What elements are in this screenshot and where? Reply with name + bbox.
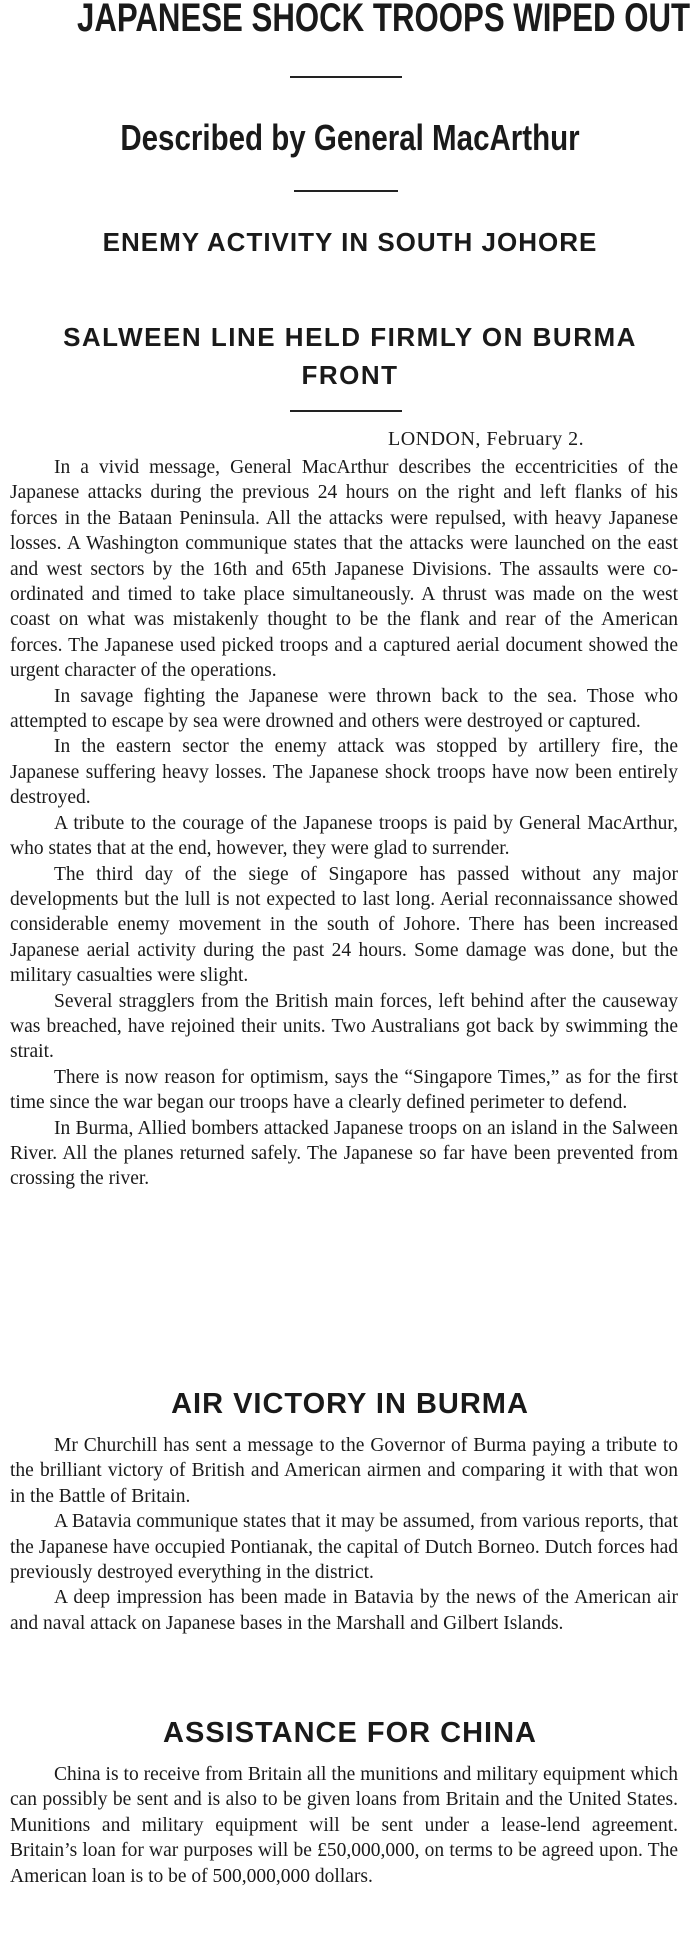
article-paragraph: In Burma, Allied bombers attacked Japanese troops on an island in the Salween River. All the planes returned safely. The Japanese so far have been prevented from crossing the river.	[10, 1117, 678, 1190]
main-headline: JAPANESE SHOCK TROOPS WIPED OUT	[77, 0, 691, 40]
headline-rule	[290, 410, 402, 412]
article-paragraph: A deep impression has been made in Batavia by the news of the American air and naval attack on Japanese bases in the Marshall and Gilbert Islands.	[10, 1587, 678, 1634]
headline-rule	[290, 76, 402, 78]
assistance-china-body	[10, 1762, 678, 1889]
section-heading-air-victory: AIR VICTORY IN BURMA	[171, 1388, 529, 1420]
subheadline-johore: ENEMY ACTIVITY IN SOUTH JOHORE	[102, 227, 598, 257]
article-paragraph: A tribute to the courage of the Japanese troops is paid by General MacArthur, who states that at the end, however, they were glad to surrender.	[10, 812, 678, 860]
subheadline-salween: SALWEEN LINE HELD FIRMLY ON BURMA FRONT	[63, 322, 637, 390]
article-paragraph: In savage fighting the Japanese were thrown back to the sea. Those who attempted to escape by sea were drowned and others were destroyed or captured.	[10, 685, 678, 733]
article-body	[10, 455, 678, 1192]
headline-rule	[294, 190, 398, 192]
article-paragraph: China is to receive from Britain all the munitions and military equipment which can possibly be sent and is also to be given loans from Britain and the United States. Munitions and military equipment will be sent under a lease-lend agreement. Britain’s loan for war purposes will be £50,000,000, on terms to be agreed upon. The American loan is to be of 500,000,000 dollars.	[10, 1764, 678, 1887]
air-victory-body	[10, 1433, 678, 1636]
article-paragraph: Mr Churchill has sent a message to the Governor of Burma paying a tribute to the brilliant victory of British and American airmen and comparing it with that won in the Battle of Britain.	[10, 1435, 678, 1507]
article-paragraph: Several stragglers from the British main forces, left behind after the causeway was breached, have rejoined their units. Two Australians got back by swimming the strait.	[10, 990, 678, 1063]
article-paragraph: The third day of the siege of Singapore has passed without any major developments but the lull is not expected to last long. Aerial reconnaissance showed considerable enemy movement in the south of Johore. There has been increased Japanese aerial activity during the past 24 hours. Some damage was done, but the military casualties were slight.	[10, 863, 678, 987]
subheadline-macarthur: Described by General MacArthur	[120, 117, 580, 158]
article-paragraph: In the eastern sector the enemy attack was stopped by artillery fire, the Japanese suffering heavy losses. The Japanese shock troops have now been entirely destroyed.	[10, 736, 678, 809]
article-paragraph: A Batavia communique states that it may be assumed, from various reports, that the Japanese have occupied Pontianak, the capital of Dutch Borneo. Dutch forces had previously destroyed everything in the district.	[10, 1511, 678, 1584]
section-heading-assistance-china: ASSISTANCE FOR CHINA	[163, 1717, 537, 1749]
article-paragraph: There is now reason for optimism, says the “Singapore Times,” as for the first time since the war began our troops have a clearly defined perimeter to defend.	[10, 1066, 678, 1114]
article-paragraph: In a vivid message, General MacArthur describes the eccentricities of the Japanese attacks during the previous 24 hours on the right and left flanks of his forces in the Bataan Peninsula. All the attacks were repulsed, with heavy Japanese losses. A Washington communique states that the attacks were launched on the east and west sectors by the 16th and 65th Japanese Divisions. The assaults were co-ordinated and timed to take place simultaneously. A thrust was made on the west coast on what was mistakenly thought to be the flank and rear of the American forces. The Japanese used picked troops and a captured aerial document showed the urgent character of the operations.	[10, 457, 678, 682]
dateline: LONDON, February 2.	[388, 428, 585, 450]
